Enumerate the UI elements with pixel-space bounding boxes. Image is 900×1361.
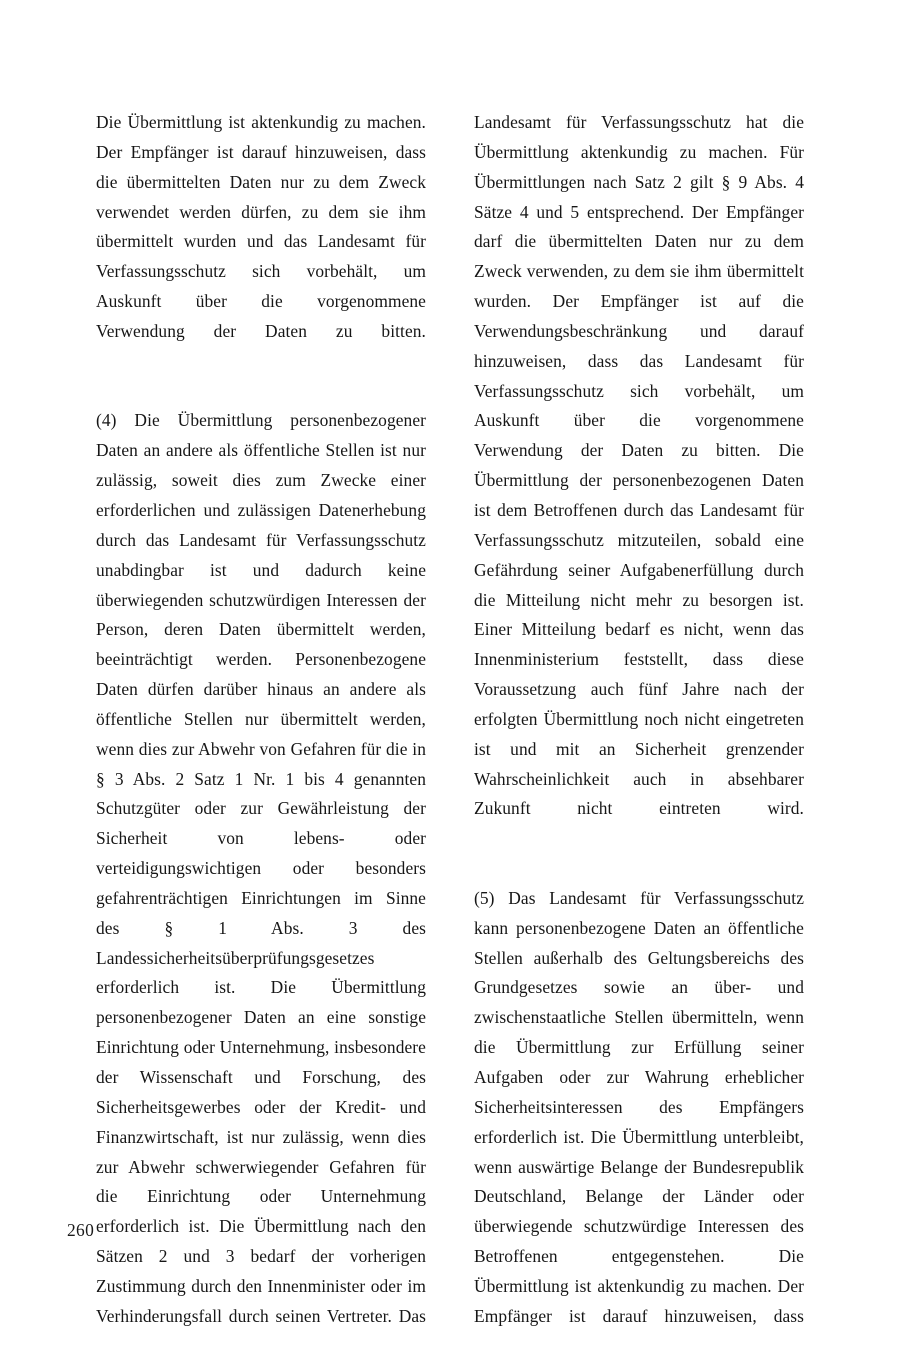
left-column: [96, 108, 426, 1361]
two-column-text-body: [96, 108, 804, 1361]
page-number: 260: [67, 1220, 95, 1240]
paragraph: (5) Das Landesamt für Verfassungsschutz kann personenbezogene Daten an öffentliche Stellen außerhalb des Geltungsbereichs des Grundgesetzes sowie an über- und zwischenstaatliche Stellen übermitteln, wenn die Übermittlung zur Erfüllung seiner Aufgaben oder zur Wahrung erheblicher Sicherheitsinteressen des Empfängers erforderlich ist. Die Übermittlung unterbleibt, wenn auswärtige Belange der Bundesrepublik Deutschland, Belange der Länder oder überwiegende schutzwürdige Interessen des Betroffenen entgegenstehen. Die Übermittlung ist aktenkundig zu machen. Der Empfänger ist darauf hinzuweisen, dass: [474, 887, 804, 1326]
paragraph: Landesamt für Verfassungsschutz hat die Übermittlung aktenkundig zu machen. Für Übermittlungen nach Satz 2 gilt § 9 Abs. 4 Sätze 4 und 5 entsprechend. Der Empfänger darf die übermittelten Daten nur zu dem Zweck verwenden, zu dem sie ihm übermittelt wurden. Der Empfänger ist auf die Verwendungsbeschränkung und darauf hinzuweisen, dass das Landesamt für Verfassungsschutz sich vorbehält, um Auskunft über die vorgenommene Verwendung der Daten zu bitten. Die Übermittlung der personenbezogenen Daten ist dem Betroffenen durch das Landesamt für Verfassungsschutz mitzuteilen, sobald eine Gefährdung seiner Aufgabenerfüllung durch die Mitteilung nicht mehr zu besorgen ist. Einer Mitteilung bedarf es nicht, wenn das Innenministerium feststellt, dass diese Voraussetzung auch fünf Jahre nach der erfolgten Übermittlung noch nicht eingetreten ist und mit an Sicherheit grenzender Wahrscheinlichkeit auch in absehbarer Zukunft nicht eintreten wird.: [474, 112, 804, 819]
right-column: [474, 108, 804, 1361]
paragraph: (4) Die Übermittlung personenbezogener Daten an andere als öffentliche Stellen ist nur zulässig, soweit dies zum Zwecke einer erforderlichen und zulässigen Datenerhebung durch das Landesamt für Verfassungsschutz unabdingbar ist und dadurch keine überwiegenden schutzwürdigen Interessen der Person, deren Daten übermittelt werden, beeinträchtigt werden. Personenbezogene Daten dürfen darüber hinaus an andere als öffentliche Stellen nur übermittelt werden, wenn dies zur Abwehr von Gefahren für die in § 3 Abs. 2 Satz 1 Nr. 1 bis 4 genannten Schutzgüter oder zur Gewährleistung der Sicherheit von lebens- oder verteidigungswichtigen oder besonders gefahrenträchtigen Einrichtungen im Sinne des § 1 Abs. 3 des Landessicherheitsüberprüfungsgesetzes erforderlich ist. Die Übermittlung personenbezogener Daten an eine sonstige Einrichtung oder Unternehmung, insbesondere der Wissenschaft und Forschung, des Sicherheitsgewerbes oder der Kredit- und Finanzwirtschaft, ist nur zulässig, wenn dies zur Abwehr schwerwiegender Gefahren für die Einrichtung oder Unternehmung erforderlich ist. Die Übermittlung nach den Sätzen 2 und 3 bedarf der vorherigen Zustimmung durch den Innenminister oder im Verhinderungsfall durch seinen Vertreter. Das: [96, 410, 426, 1326]
paragraph: Die Übermittlung ist aktenkundig zu machen. Der Empfänger ist darauf hinzuweisen, dass die übermittelten Daten nur zu dem Zweck verwendet werden dürfen, zu dem sie ihm übermittelt wurden und das Landesamt für Verfassungsschutz sich vorbehält, um Auskunft über die vorgenommene Verwendung der Daten zu bitten.: [96, 112, 426, 341]
